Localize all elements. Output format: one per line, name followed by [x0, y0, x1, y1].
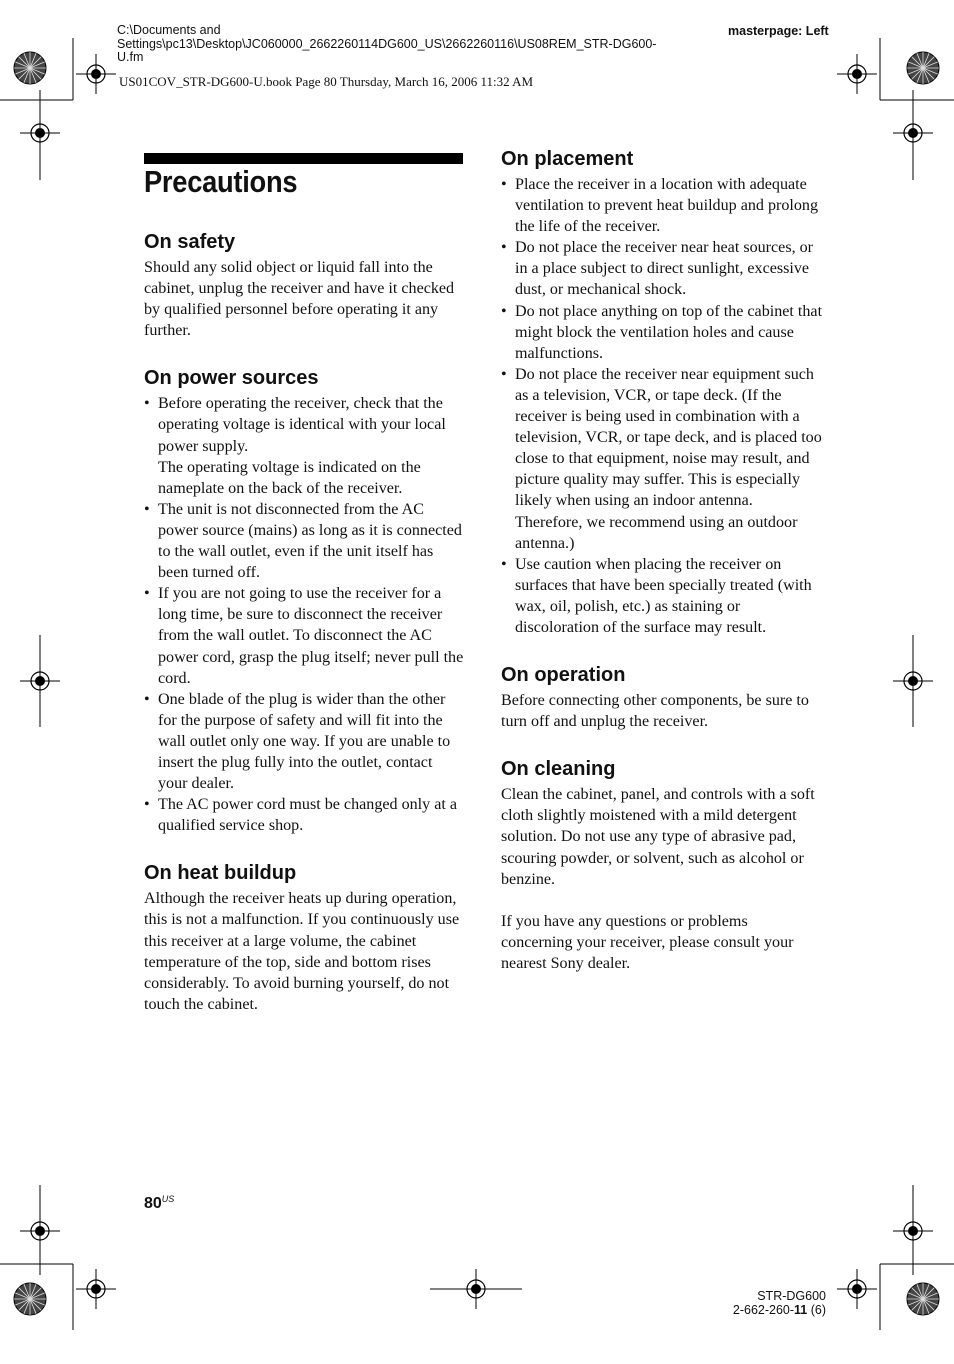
- footer-model-info: [733, 1289, 826, 1317]
- section-text: Before connecting other components, be sure to turn off and unplug the receiver.: [501, 692, 809, 731]
- bullet-list: [144, 393, 464, 836]
- section-text: Should any solid object or liquid fall into the cabinet, unplug the receiver and have it checked by qualified personnel before operating it any further.: [144, 259, 455, 340]
- title-rule: [144, 153, 463, 164]
- bullet-item: • One blade of the plug is wider than the other for the purpose of safety and will fit into the wall outlet only one way. If you are unable to insert the plug fully into the outlet, contact your dealer.: [144, 689, 464, 794]
- bullet-item: • Do not place anything on top of the cabinet that might block the ventilation holes and cause malfunctions.: [501, 301, 823, 364]
- section-power-sources: [144, 366, 464, 836]
- section-text: Although the receiver heats up during operation, this is not a malfunction. If you continuously use this receiver at a large volume, the cabinet temperature of the top, side and bottom rises considerably. To avoid burning yourself, do not touch the cabinet.: [144, 890, 460, 1013]
- page-title: Precautions: [144, 164, 298, 199]
- page-number-value: 80: [144, 1195, 162, 1212]
- book-info-line: US01COV_STR-DG600-U.book Page 80 Thursday, March 16, 2006 11:32 AM: [119, 74, 534, 89]
- paragraph-gap: [501, 890, 823, 911]
- masterpage-label: masterpage: Left: [728, 24, 829, 38]
- file-path-header: [117, 24, 717, 65]
- bullet-text: Before operating the receiver, check that the operating voltage is identical with your local power supply.: [158, 395, 446, 455]
- part-code-prefix: 2-662-260-: [732, 1303, 795, 1317]
- bullet-item: • Place the receiver in a location with adequate ventilation to prevent heat buildup and prolong the life of the receiver.: [501, 174, 823, 237]
- section-cleaning: [501, 757, 823, 974]
- model-name: STR-DG600: [757, 1289, 826, 1303]
- section-heading: On power sources: [144, 367, 319, 390]
- bullet-item: • The AC power cord must be changed only at a qualified service shop.: [144, 794, 464, 836]
- file-path-line: U.fm: [117, 50, 144, 64]
- part-code-suffix: (6): [807, 1303, 826, 1317]
- section-safety: [144, 230, 464, 341]
- page-number: [144, 1194, 174, 1213]
- bullet-item: • The unit is not disconnected from the AC power source (mains) as long as it is connected to the wall outlet, even if the unit itself has been turned off.: [144, 499, 464, 583]
- section-heading: On safety: [144, 231, 236, 253]
- left-column: [144, 230, 464, 1040]
- part-code: [733, 1303, 826, 1317]
- section-placement: [501, 147, 823, 638]
- bullet-item: • If you are not going to use the receiver for a long time, be sure to disconnect the receiver from the wall outlet. To disconnect the AC power cord, grasp the plug itself; never pull the cord.: [144, 583, 464, 688]
- file-path-line: C:\Documents and: [117, 23, 221, 37]
- section-operation: [501, 663, 823, 732]
- section-heat-buildup: [144, 861, 464, 1015]
- bullet-subtext: The operating voltage is indicated on the nameplate on the back of the receiver.: [158, 458, 421, 497]
- bullet-item: • Do not place the receiver near equipment such as a television, VCR, or tape deck. (If the receiver is being used in combination with a television, VCR, or tape deck, and is placed too close to that equipment, noise may result, and picture quality may suffer. This is especially likely when using an indoor antenna. Therefore, we recommend using an outdoor antenna.): [501, 364, 823, 554]
- section-heading: On heat buildup: [144, 862, 297, 885]
- file-path-line: Settings\pc13\Desktop\JC060000_2662260114DG600_US\2662260116\US08REM_STR-DG600-: [117, 36, 657, 51]
- part-code-revision: 11: [794, 1303, 808, 1317]
- section-heading: On placement: [501, 148, 634, 170]
- section-text: Clean the cabinet, panel, and controls with a soft cloth slightly moistened with a mild detergent solution. Do not use any type of abrasive pad, scouring powder, or solvent, such as alcohol or benzine.: [501, 786, 815, 888]
- bullet-list: [501, 174, 823, 638]
- page-number-suffix: US: [161, 1194, 175, 1204]
- right-column: [501, 147, 823, 999]
- section-heading: On cleaning: [501, 758, 616, 781]
- bullet-item: • Use caution when placing the receiver on surfaces that have been specially treated (with wax, oil, polish, etc.) as staining or discoloration of the surface may result.: [501, 554, 823, 638]
- section-heading: On operation: [501, 664, 626, 687]
- section-text: If you have any questions or problems concerning your receiver, please consult your nearest Sony dealer.: [501, 912, 794, 972]
- bullet-item: [144, 393, 464, 498]
- bullet-item: • Do not place the receiver near heat sources, or in a place subject to direct sunlight, excessive dust, or mechanical shock.: [501, 237, 823, 300]
